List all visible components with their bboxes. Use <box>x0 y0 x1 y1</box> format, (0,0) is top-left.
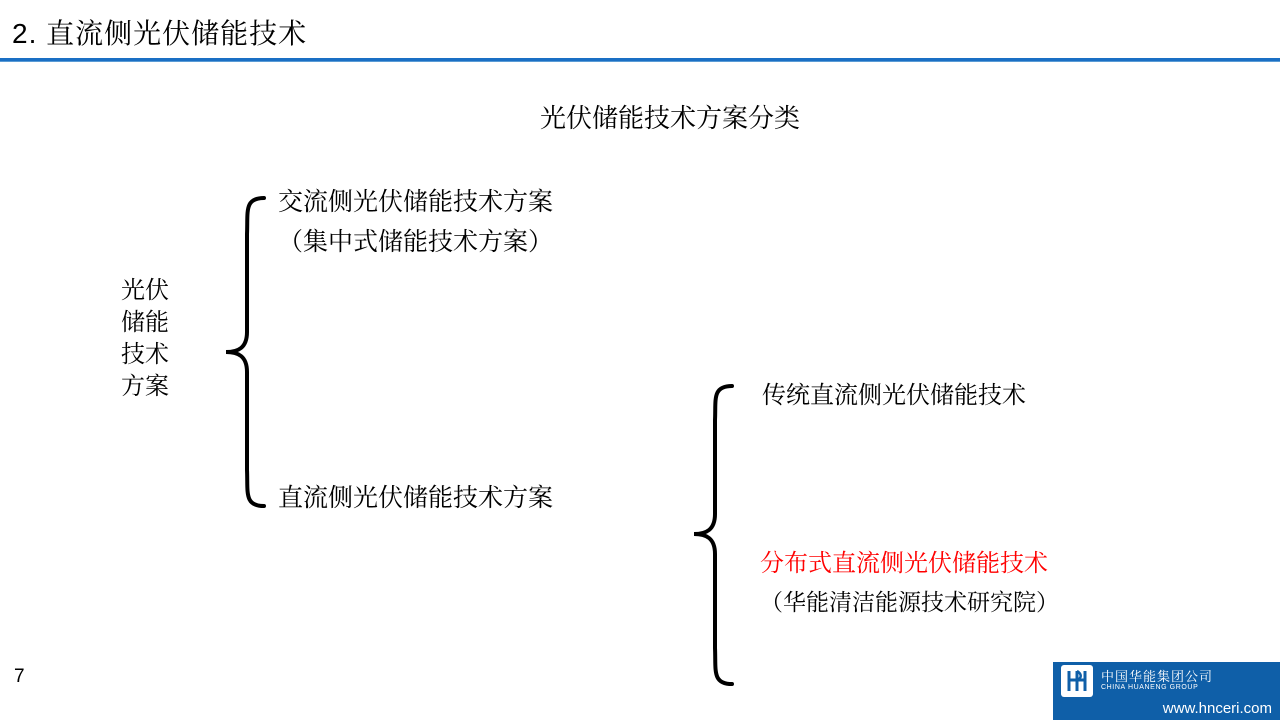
node-distributed-dc-subtitle: （华能清洁能源技术研究院） <box>760 589 1059 615</box>
node-dc-scheme: 直流侧光伏储能技术方案 <box>278 484 554 512</box>
logo-text <box>1101 670 1213 693</box>
logo-company-cn: 中国华能集团公司 <box>1101 668 1214 684</box>
node-traditional-dc: 传统直流侧光伏储能技术 <box>762 382 1026 409</box>
node-ac-line2: （集中式储能技术方案） <box>278 228 554 256</box>
diagram-heading: 光伏储能技术方案分类 <box>539 103 800 133</box>
node-distributed-dc-title: 分布式直流侧光伏储能技术 <box>760 550 1048 577</box>
logo-company-en: CHINA HUANENG GROUP <box>1101 684 1199 692</box>
brace-right-icon <box>686 380 742 690</box>
node-root-line3: 技术 <box>121 341 169 368</box>
title-divider-secondary <box>0 61 1280 62</box>
node-root-line4: 方案 <box>121 373 169 400</box>
node-ac-scheme <box>278 182 553 262</box>
brace-left-icon <box>218 192 274 512</box>
node-distributed-dc <box>760 545 1059 621</box>
footer-logo-bar <box>1053 662 1280 720</box>
page-title: 2. 直流侧光伏储能技术 <box>12 18 308 49</box>
page-number: 7 <box>14 666 25 687</box>
node-root-line1: 光伏 <box>121 277 169 304</box>
node-ac-line1: 交流侧光伏储能技术方案 <box>278 188 554 216</box>
node-root <box>105 275 185 403</box>
classification-diagram <box>0 70 1280 650</box>
huaneng-logo-icon <box>1061 665 1093 697</box>
logo-row <box>1053 662 1280 700</box>
node-root-line2: 储能 <box>121 309 169 336</box>
footer-url: www.hnceri.com <box>1162 700 1272 717</box>
